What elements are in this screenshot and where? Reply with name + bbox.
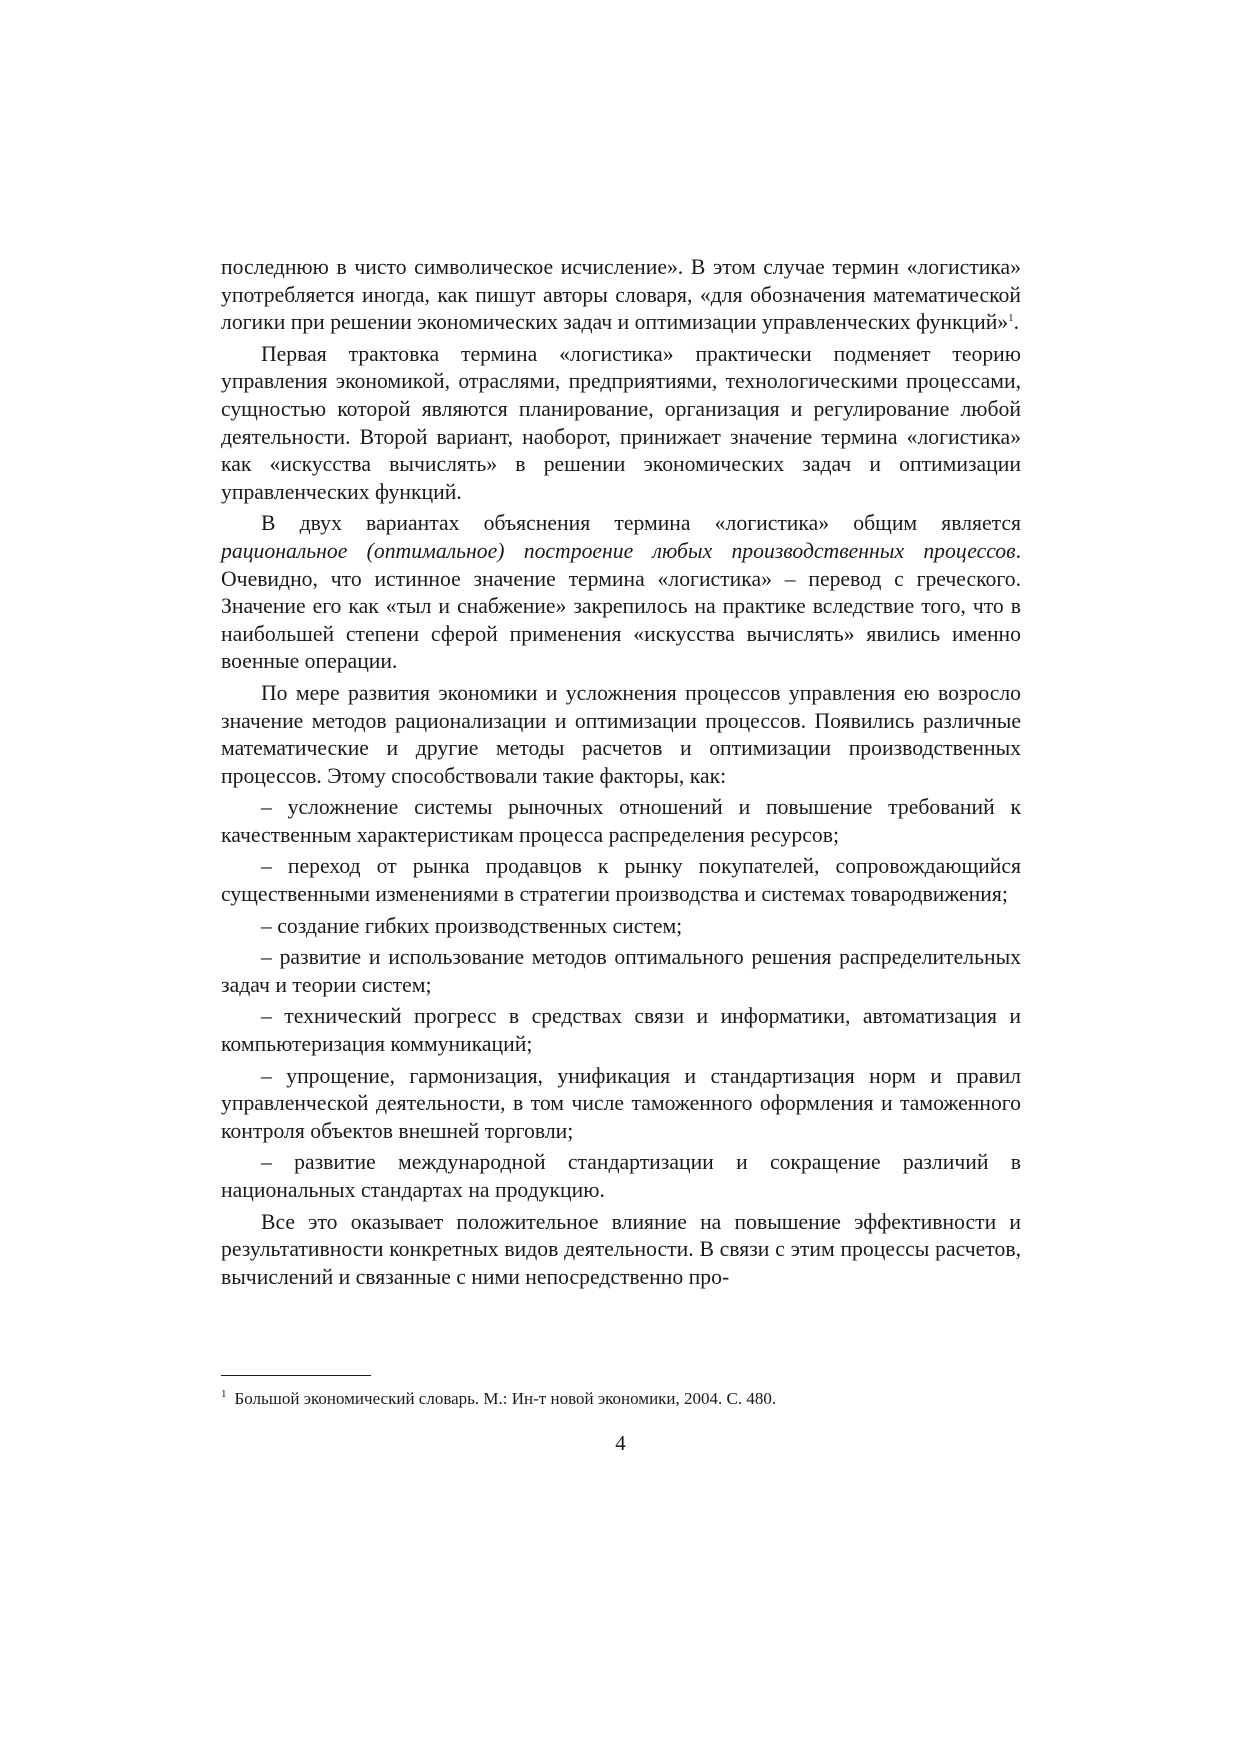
- list-item: – технический прогресс в средствах связи и информатики, автоматизация и компьютеризация коммуникаций;: [221, 1004, 1021, 1057]
- paragraph-text: последнюю в чисто символическое исчисление». В этом случае термин «логистика» употребляется иногда, как пишут авторы словаря, «для обозначения математической логики при решении экономических задач и оптимизации управленческих функций»: [221, 255, 1021, 335]
- list-item: – развитие и использование методов оптимального решения распределительных задач и теории систем;: [221, 945, 1021, 997]
- page-body: [221, 254, 1021, 1295]
- list-item: – переход от рынка продавцов к рынку покупателей, сопровождающийся существенными изменениями в стратегии производства и системах товародвижения;: [221, 854, 1021, 907]
- footnote-reference[interactable]: 1: [1008, 311, 1014, 324]
- footnote-mark: 1: [221, 1388, 227, 1401]
- footnote-divider: [221, 1375, 371, 1376]
- paragraph-text: В двух вариантах объяснения термина «логистика» общим является: [261, 511, 1021, 536]
- paragraph-with-italic: [221, 510, 1021, 676]
- list-item: – усложнение системы рыночных отношений и повышение требований к качественным характеристикам процесса распределения ресурсов;: [221, 795, 1021, 847]
- closing-paragraph: Все это оказывает положительное влияние на повышение эффективности и результативности конкретных видов деятельности. В связи с этим процессы расчетов, вычислений и связанные с ними непосредственно про-: [221, 1209, 1021, 1289]
- italic-emphasis: рациональное (оптимальное) построение любых производственных процессов: [221, 538, 1016, 563]
- paragraph: Первая трактовка термина «логистика» практически подменяет теорию управления экономикой, отраслями, предприятиями, технологическими процессами, сущностью которой являются планирование, организация и регулирование любой деятельности. Второй вариант, наоборот, принижает значение термина «логистика» как «искусства вычислять» в решении экономических задач и оптимизации управленческих функций.: [221, 341, 1021, 504]
- paragraph-continuation: [221, 254, 1021, 337]
- footnote: [221, 1388, 1021, 1410]
- list-item: – развитие международной стандартизации и сокращение различий в национальных стандартах на продукцию.: [221, 1150, 1021, 1202]
- paragraph-text: . Очевидно, что истинное значение термина «логистика» – перевод с греческого. Значение его как «тыл и снабжение» закрепилось на практике вследствие того, что в наибольшей степени сферой применения «искусства вычислять» явились именно военные операции.: [221, 538, 1021, 674]
- page-number: 4: [615, 1431, 626, 1455]
- paragraph: По мере развития экономики и усложнения процессов управления ею возросло значение методов рационализации и оптимизации процессов. Появились различные математические и другие методы расчетов и оптимизации производственных процессов. Этому способствовали такие факторы, как:: [221, 680, 1021, 788]
- paragraph-tail: .: [1013, 310, 1020, 335]
- main-text: [221, 254, 1021, 1291]
- footnote-text: Большой экономический словарь. М.: Ин-т новой экономики, 2004. С. 480.: [234, 1389, 777, 1408]
- list-item: – создание гибких производственных систем;: [261, 913, 683, 938]
- list-item: – упрощение, гармонизация, унификация и стандартизация норм и правил управленческой деятельности, в том числе таможенного оформления и таможенного контроля объектов внешней торговли;: [221, 1063, 1021, 1143]
